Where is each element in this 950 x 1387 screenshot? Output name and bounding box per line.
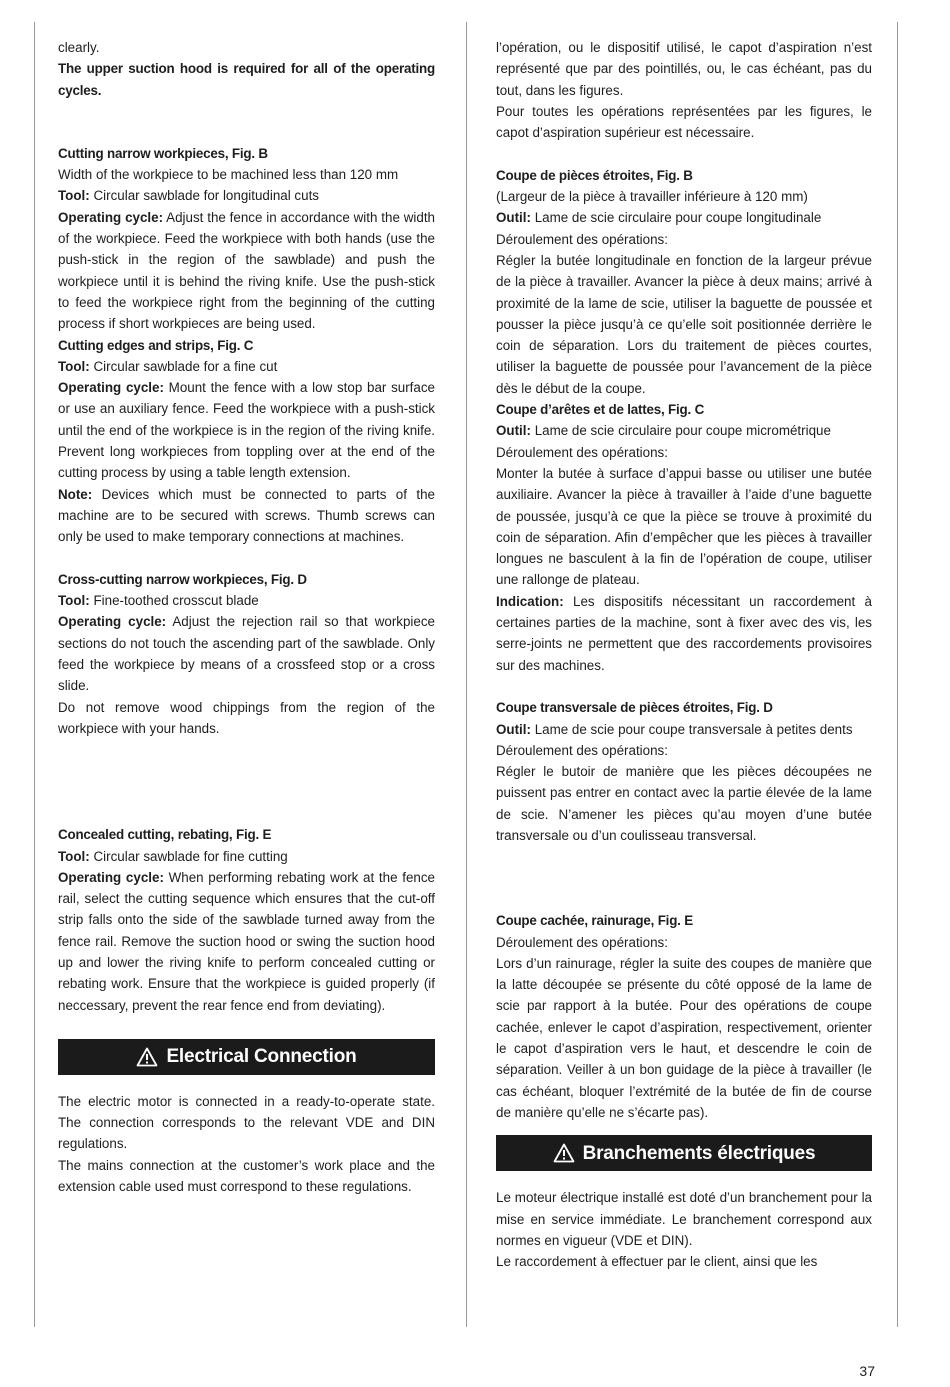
tool-line bbox=[58, 846, 435, 867]
procedure-text: Lors d’un rainurage, régler la suite des coupes de manière que la latte découpée se présente du côté opposé de la lame de scie par rapport à la butée. Pour des opérations de coupe cachée, enlever le capot d’aspiration, respectivement, orienter le capot d’aspiration vers le haut, et descendre le coin de séparation. Veiller à un bon guidage de la pièce à travailler (le cas échéant, bloquer l’extrémité de la butée de fin de course de manière qu’elle ne s’écarte pas). bbox=[496, 955, 872, 1120]
page-number: 37 bbox=[859, 1363, 875, 1379]
tool-label: Outil: bbox=[496, 423, 531, 439]
intro-paragraph-1: l’opération, ou le dispositif utilisé, le capot d’aspiration n’est représenté que par des pointillés, ou, le cas échéant, pas du tout, dans les figures. bbox=[496, 40, 872, 98]
operating-cycle bbox=[58, 611, 435, 696]
tool-text: Circular sawblade for longitudinal cuts bbox=[93, 188, 319, 204]
procedure-label: Déroulement des opérations: bbox=[496, 934, 668, 950]
safety-warning-text: Do not remove wood chippings from the region of the workpiece with your hands. bbox=[58, 699, 435, 736]
section-heading-crosscut: Coupe transversale de pièces étroites, Fig. D bbox=[496, 700, 773, 716]
operating-cycle-label: Operating cycle: bbox=[58, 869, 164, 885]
tool-label: Outil: bbox=[496, 721, 531, 737]
warning-triangle-icon bbox=[136, 1047, 158, 1067]
note bbox=[58, 484, 435, 548]
workpiece-width: Width of the workpiece to be machined less than 120 mm bbox=[58, 167, 399, 183]
tool-line bbox=[496, 719, 872, 740]
tool-text: Lame de scie circulaire pour coupe micrométrique bbox=[534, 423, 831, 439]
operating-cycle-text: Adjust the fence in accordance with the width of the workpiece. Feed the workpiece with both hands (use the push-stick in the region of the sawblade) and push the workpiece until it is behind the riving knife. Use the push-stick to feed the workpiece right from the beginning of the cutting process if short workpieces are being used. bbox=[58, 209, 435, 332]
tool-line bbox=[58, 356, 435, 377]
operating-cycle-label: Operating cycle: bbox=[58, 209, 164, 225]
procedure-text: Monter la butée à surface d’appui basse ou utiliser une butée auxiliaire. Avancer la pièce à travailler à l’aide d’une baguette de poussée, jusqu’à ce que la pièce se trouve à proximité du coin de séparation. Afin d’empêcher que les pièces à travailler longues ne basculent à la fin de l’opération de coupe, utiliser une rallonge de plateau. bbox=[496, 465, 872, 588]
procedure-label: Déroulement des opérations: bbox=[496, 742, 668, 758]
banner-title: Electrical Connection bbox=[166, 1046, 357, 1068]
tool-line bbox=[58, 590, 435, 611]
electrical-paragraph-2: Le raccordement à effectuer par le client, ainsi que les bbox=[496, 1254, 818, 1270]
section-heading-concealed: Concealed cutting, rebating, Fig. E bbox=[58, 827, 272, 843]
tool-text: Circular sawblade for fine cutting bbox=[93, 848, 288, 864]
procedure-text: Régler la butée longitudinale en fonction de la largeur prévue de la pièce à travailler. Avancer la pièce à deux mains; arrivé à proximité de la lame de scie, utiliser la baguette de poussée et pousser la pièce jusqu’à ce qu’elle soit positionnée derrière le coin de séparation. Lors du traitement de pièces courtes, utiliser la baguette de poussée pour l’avancement de la pièce dès le début de la coupe. bbox=[496, 252, 872, 396]
procedure-text: Régler le butoir de manière que les pièces découpées ne puissent pas entrer en contact avec la partie élevée de la lame de scie. N’amener les pièces qu’au moyen d’une butée transversale ou d’un coulisseau transversal. bbox=[496, 764, 872, 843]
intro-text: clearly. bbox=[58, 40, 100, 55]
section-heading-crosscut: Cross-cutting narrow workpieces, Fig. D bbox=[58, 571, 307, 587]
tool-text: Lame de scie circulaire pour coupe longitudinale bbox=[534, 210, 822, 226]
workpiece-width: (Largeur de la pièce à travailler inférieure à 120 mm) bbox=[496, 189, 808, 205]
tool-label: Tool: bbox=[58, 188, 90, 204]
warning-triangle-icon bbox=[553, 1143, 575, 1163]
english-column bbox=[58, 37, 435, 1197]
right-margin-rule bbox=[897, 22, 898, 1327]
section-heading-narrow: Cutting narrow workpieces, Fig. B bbox=[58, 145, 268, 161]
operating-cycle bbox=[58, 377, 435, 483]
tool-text: Lame de scie pour coupe transversale à petites dents bbox=[534, 721, 853, 737]
electrical-paragraph-1: The electric motor is connected in a ready-to-operate state. The connection corresponds to the relevant VDE and DIN regulations. bbox=[58, 1093, 435, 1152]
operating-cycle-text: Adjust the rejection rail so that workpiece sections do not touch the ascending part of the sawblade. Only feed the workpiece by means of a crossfeed stop or a cross slide. bbox=[58, 614, 435, 694]
note-label: Note: bbox=[58, 486, 93, 502]
banner-title: Branchements électriques bbox=[582, 1142, 816, 1164]
section-heading-concealed: Coupe cachée, rainurage, Fig. E bbox=[496, 913, 693, 929]
note bbox=[496, 591, 872, 676]
intro-bold-note: The upper suction hood is required for all of the operating cycles. bbox=[58, 61, 435, 98]
section-heading-edges: Coupe d’arêtes et de lattes, Fig. C bbox=[496, 402, 705, 418]
tool-text: Fine-toothed crosscut blade bbox=[93, 593, 259, 609]
section-heading-narrow: Coupe de pièces étroites, Fig. B bbox=[496, 167, 693, 183]
tool-label: Tool: bbox=[58, 358, 90, 374]
electrical-paragraph-1: Le moteur électrique installé est doté d’un branchement pour la mise en service immédiate. Le branchement correspond aux normes en vigueur (VDE et DIN). bbox=[496, 1190, 872, 1248]
note-label: Indication: bbox=[496, 593, 564, 609]
note-text: Les dispositifs nécessitant un raccordement à certaines parties de la machine, sont à fixer avec des vis, les serre-joints ne permettent que des raccordements provisoires sur des machines. bbox=[496, 593, 872, 673]
center-divider-rule bbox=[466, 22, 467, 1327]
operating-cycle-label: Operating cycle: bbox=[58, 380, 164, 396]
tool-line bbox=[496, 207, 872, 228]
procedure-label: Déroulement des opérations: bbox=[496, 231, 668, 247]
tool-label: Tool: bbox=[58, 593, 90, 609]
french-column bbox=[496, 37, 872, 1272]
operating-cycle-text: Mount the fence with a low stop bar surface or use an auxiliary fence. Feed the workpiece with a push-stick until the end of the workpiece is in the region of the riving knife. Prevent long workpieces from toppling over at the end of the cutting process by using a table length extension. bbox=[58, 380, 435, 481]
tool-line bbox=[496, 420, 872, 441]
operating-cycle-label: Operating cycle: bbox=[58, 614, 167, 630]
section-heading-edges: Cutting edges and strips, Fig. C bbox=[58, 337, 254, 353]
tool-line bbox=[58, 185, 435, 206]
electrical-paragraph-2: The mains connection at the customer’s work place and the extension cable used must correspond to these regulations. bbox=[58, 1157, 435, 1195]
tool-text: Circular sawblade for a fine cut bbox=[93, 358, 278, 374]
operating-cycle bbox=[58, 207, 435, 335]
note-text: Devices which must be connected to parts of the machine are to be secured with screws. Thumb screws can only be used to make temporary connections at machines. bbox=[58, 486, 435, 545]
tool-label: Tool: bbox=[58, 848, 90, 864]
tool-label: Outil: bbox=[496, 210, 531, 226]
electrical-connection-banner bbox=[58, 1039, 435, 1075]
operating-cycle-text: When performing rebating work at the fence rail, select the cutting sequence which ensures that the cut-off strip falls onto the side of the sawblade turned away from the fence rail. Remove the suction hood or swing the suction hood up and lower the riving knife to perform concealed cutting or rebating work. Ensure that the workpiece is guided properly (if neccessary, prevent the rear fence end from deviating). bbox=[58, 869, 435, 1013]
left-margin-rule bbox=[34, 22, 35, 1327]
operating-cycle bbox=[58, 867, 435, 1016]
intro-paragraph-2: Pour toutes les opérations représentées par les figures, le capot d’aspiration supérieur est nécessaire. bbox=[496, 103, 872, 141]
electrical-connection-banner bbox=[496, 1135, 872, 1171]
procedure-label: Déroulement des opérations: bbox=[496, 444, 668, 460]
